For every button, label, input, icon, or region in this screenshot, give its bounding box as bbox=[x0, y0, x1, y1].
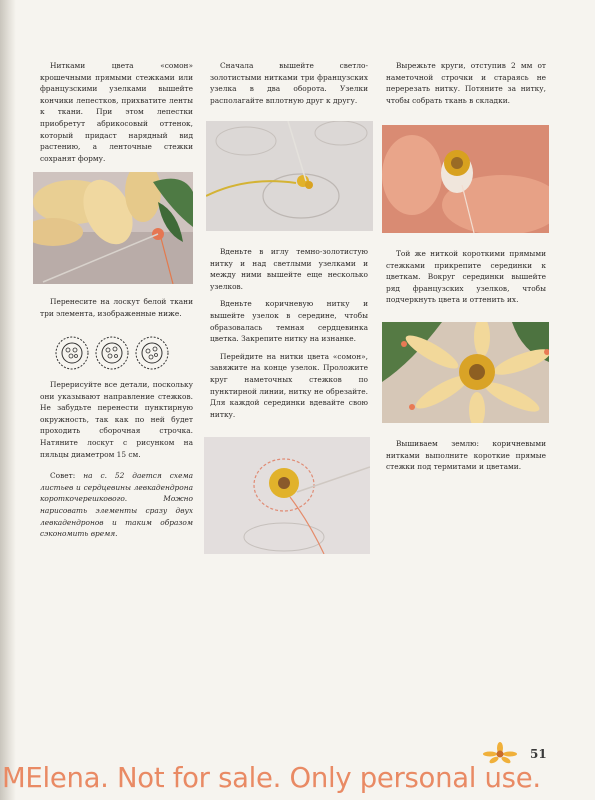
column-3-lower bbox=[386, 438, 546, 479]
photo-gathered-circle bbox=[382, 125, 549, 233]
col2-paragraph-2: Вденьте в иглу темно-золотистую нитку и над светлыми узелками и между ними вышейте еще несколько узелков. bbox=[210, 247, 368, 291]
col3-paragraph-1: Вырежьте круги, отступив 2 мм от наметочной строчки и стараясь не перерезать нитку. Потяните за нитку, чтобы собрать ткань в складки. bbox=[386, 61, 546, 105]
column-3 bbox=[386, 60, 546, 112]
book-spine-shadow bbox=[0, 0, 16, 800]
col2-paragraph-3: Вденьте коричневую нитку и вышейте узелок в середине, чтобы образовалась темная сердцевинка цветка. Закрепите нитку на изнанке. bbox=[210, 299, 368, 344]
pattern-circle-1 bbox=[56, 337, 88, 369]
photo-embroidered-flower bbox=[382, 322, 549, 423]
column-3-middle bbox=[386, 248, 546, 312]
col2-paragraph-4: Перейдите на нитки цвета «сомон», завяжите на конце узелок. Проложите круг наметочных стежков по пунктирной линии, нитку не обрезайте. Для каждой серединки вдевайте свою нитку. bbox=[210, 351, 368, 419]
column-2 bbox=[210, 60, 368, 112]
pattern-circle-2 bbox=[96, 337, 128, 369]
watermark-text: MElena. Not for sale. Only personal use. bbox=[2, 762, 541, 794]
column-2-lower bbox=[210, 246, 368, 426]
column-1 bbox=[40, 60, 193, 170]
col3-paragraph-2: Той же ниткой короткими прямыми стежками прикрепите серединки к цветкам. Вокруг серединки вышейте ряд французских узелков, чтобы подчеркнуть цвета и оттенить их. bbox=[386, 249, 546, 305]
col2-paragraph-1: Сначала вышейте светло-золотистыми нитками три французских узелка в два оборота. Узелки располагайте вплотную друг к другу. bbox=[210, 61, 368, 105]
col3-paragraph-3: Вышиваем землю: коричневыми нитками выполните короткие прямые стежки под термитами и цветами. bbox=[386, 439, 546, 472]
photo-french-knots bbox=[206, 121, 373, 231]
column-1-instructions bbox=[40, 296, 193, 325]
pattern-circle-3 bbox=[136, 337, 168, 369]
pattern-circles-diagram bbox=[52, 333, 172, 373]
page-number: 51 bbox=[530, 747, 547, 761]
column-1-lower bbox=[40, 379, 193, 546]
photo-petal-stitching bbox=[33, 172, 193, 284]
tip-text: на с. 52 дается схема листьев и сердцевины левкадендрона короткочерешкового. Можно нарисовать элементы сразу двух левкадендронов и таким образом сэкономить время. bbox=[40, 471, 193, 539]
tip-label: Совет: bbox=[50, 471, 76, 481]
col1-paragraph-1: Нитками цвета «сомон» крошечными прямыми стежками или французскими узелками вышейте кончики лепестков, прихватите ленты к ткани. При этом лепестки приобретут абрикосовый оттенок, который придаст нарядный вид растению, а ленточные стежки сохранят форму. bbox=[40, 61, 193, 163]
photo-basting-circle bbox=[204, 437, 370, 554]
col1-paragraph-3: Перерисуйте все детали, поскольку они указывают направление стежков. Не забудьте перенести пунктирную окружность, так как по ней будет проходить сборочная строчка. Натяните лоскут с рисунком на пяльцы диаметром 15 см. bbox=[40, 380, 193, 459]
col1-tip bbox=[40, 470, 193, 540]
col1-paragraph-2: Перенесите на лоскут белой ткани три элемента, изображенные ниже. bbox=[40, 297, 193, 318]
